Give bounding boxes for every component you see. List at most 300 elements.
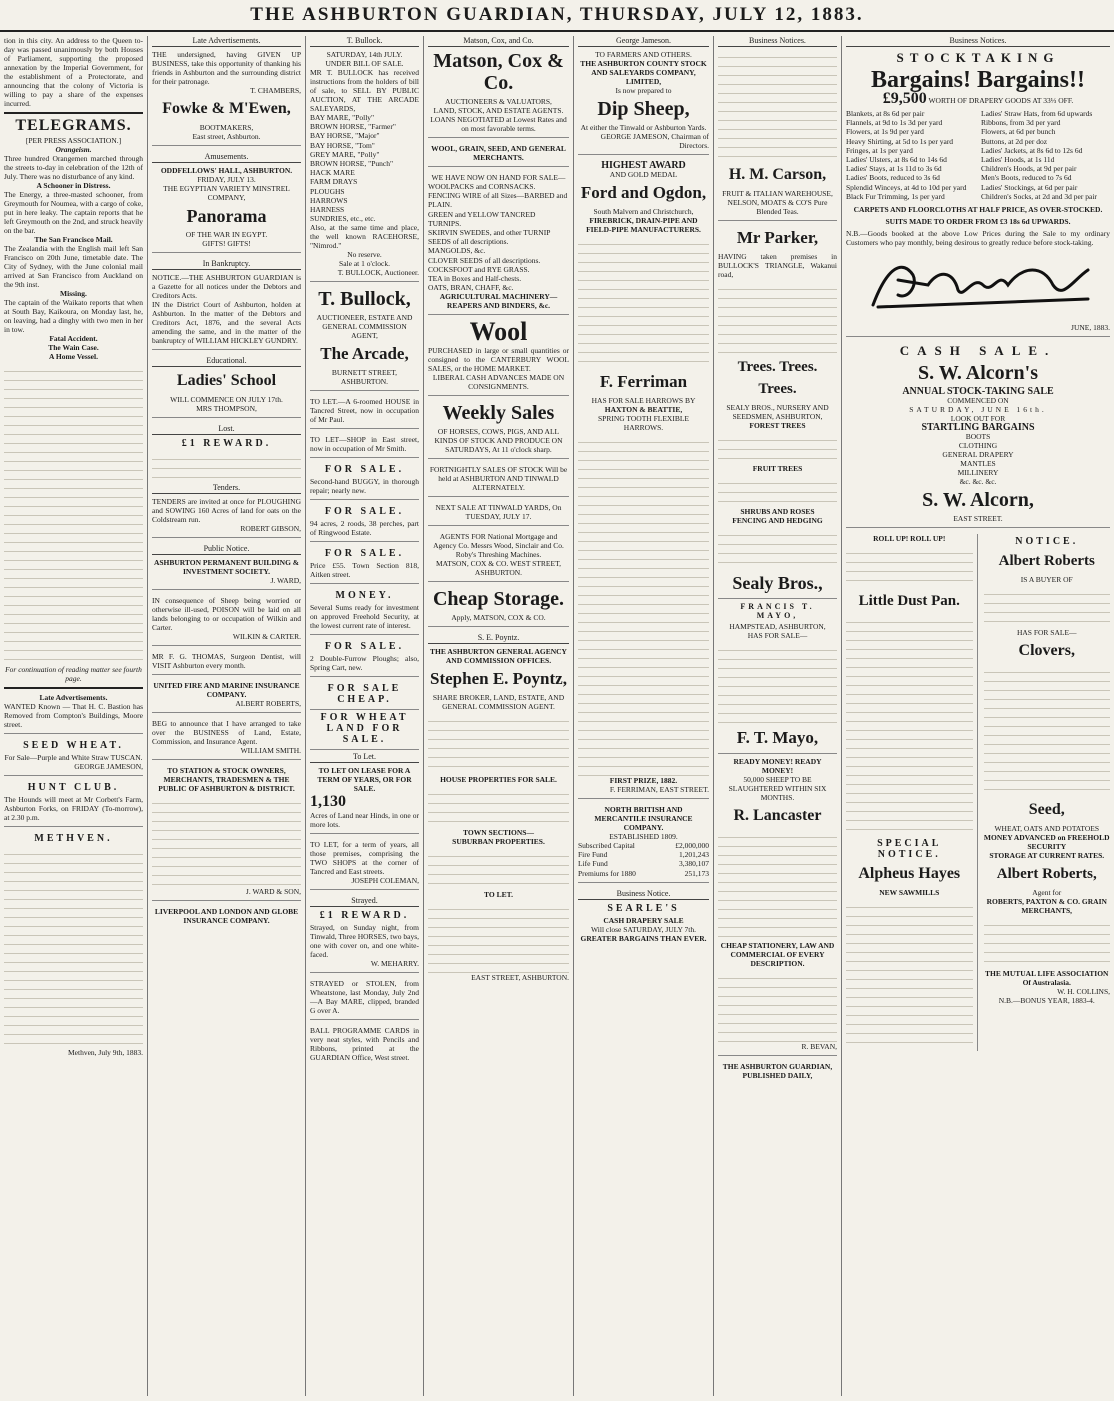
section-header: Tenders. bbox=[152, 483, 301, 494]
wheat-land: FOR WHEAT LAND FOR SALE. bbox=[310, 712, 419, 750]
section-header: Public Notice. bbox=[152, 544, 301, 555]
panorama-sub: OF THE WAR IN EGYPT. bbox=[185, 230, 268, 239]
section-header: Educational. bbox=[152, 356, 301, 367]
reserve: No reserve. bbox=[347, 250, 382, 260]
gifts: GIFTS! GIFTS! bbox=[152, 239, 301, 253]
under-bill: UNDER BILL OF SALE. bbox=[325, 59, 404, 68]
carpets: CARPETS AND FLOORCLOTHS AT HALF PRICE, AS OVER-STOCKED. bbox=[853, 205, 1103, 215]
price-list-item: Children's Socks, at 2d and 3d per pair bbox=[981, 191, 1097, 201]
horse-list-item: BROWN HORSE, "Farmer" bbox=[310, 122, 396, 132]
capital-value: 1,201,243 bbox=[679, 850, 709, 860]
county-company: THE ASHBURTON COUNTY STOCK AND SALEYARDS COMPANY, LIMITED, bbox=[580, 59, 707, 86]
to-let-shop: TO LET—SHOP in East street, now in occupation of Mr Smith. bbox=[310, 435, 419, 458]
sanfran-title: The San Francisco Mail. bbox=[34, 235, 113, 244]
price-list-item: Heavy Shirting, at 5d to 1s per yard bbox=[846, 136, 954, 146]
sawmills-text bbox=[846, 901, 973, 1051]
haxton: HAXTON & BEATTIE, bbox=[604, 405, 683, 414]
nelson-teas: NELSON, MOATS & CO'S Pure Blended Teas. bbox=[718, 198, 837, 221]
homevessel-title: A Home Vessel. bbox=[49, 352, 98, 361]
right-price-list bbox=[981, 109, 1110, 201]
on-hand: WE HAVE NOW ON HAND FOR SALE— bbox=[431, 173, 566, 182]
capital-value: 251,173 bbox=[684, 868, 709, 878]
hunt-club-body: The Hounds will meet at Mr Corbett's Farm, Ashburton Forks, on FRIDAY (To-morrow), at 2.30 p.m. bbox=[4, 795, 143, 827]
methven-date: Methven, July 9th, 1883. bbox=[68, 1048, 143, 1057]
reward-heading: £1 REWARD. bbox=[181, 438, 272, 449]
column-1 bbox=[0, 36, 148, 1396]
amount: £9,500 bbox=[882, 90, 927, 107]
methven-text bbox=[4, 848, 143, 1048]
albert-roberts: Albert Roberts bbox=[998, 553, 1095, 570]
mutual-life: THE MUTUAL LIFE ASSOCIATION Of Australasia. bbox=[985, 969, 1109, 988]
section-header: Amusements. bbox=[152, 152, 301, 163]
matson-sub2: LAND, STOCK, AND ESTATE AGENTS. bbox=[433, 106, 564, 115]
fencing-text bbox=[718, 529, 837, 569]
goods-list-item: GENERAL DRAPERY bbox=[942, 450, 1014, 460]
storage-rates: STORAGE AT CURRENT RATES. bbox=[989, 851, 1105, 861]
smith-signature: WILLIAM SMITH. bbox=[152, 746, 301, 760]
capital-row bbox=[578, 841, 709, 850]
column-7 bbox=[842, 36, 1114, 1396]
dentist-notice: MR F. G. THOMAS, Surgeon Dentist, will VISIT Ashburton every month. bbox=[152, 652, 301, 675]
price-list-item: Men's Boots, reduced to 7s 6d bbox=[981, 173, 1072, 183]
notice-text bbox=[718, 51, 837, 161]
ferriman-signature: F. FERRIMAN, EAST STREET. bbox=[578, 785, 709, 799]
missing-body: The captain of the Waikato reports that when at South Bay, Kaikoura, on Monday last, he, on leaving, had a dinghy with two men in her in tow. bbox=[4, 298, 143, 334]
matson-signature: MATSON, COX & CO. WEST STREET, ASHBURTON. bbox=[428, 559, 569, 582]
price-list-item: Ladies' Boots, reduced to 3s 6d bbox=[846, 173, 940, 183]
clovers: Clovers, bbox=[1018, 642, 1075, 660]
east-street: EAST STREET. bbox=[846, 514, 1110, 528]
general-agency: THE ASHBURTON GENERAL AGENCY AND COMMISSION OFFICES. bbox=[430, 647, 567, 666]
building-society-signature: J. WARD, bbox=[152, 576, 301, 590]
cheap-stationery: CHEAP STATIONERY, LAW AND COMMERCIAL OF EVERY DESCRIPTION. bbox=[720, 941, 835, 968]
first-prize: FIRST PRIZE, 1882. bbox=[609, 776, 678, 785]
capital-table bbox=[578, 841, 709, 883]
stock-list-item: MANGOLDS, &c. bbox=[428, 246, 486, 256]
ferriman-sub: HAS FOR SALE HARROWS BY bbox=[591, 396, 696, 405]
stock-list-item: SKIRVIN SWEDES, and other TURNIP SEEDS of all descriptions. bbox=[428, 228, 551, 247]
event-date: FRIDAY, JULY 13. bbox=[197, 175, 256, 184]
ferriman-heading: F. Ferriman bbox=[599, 372, 688, 391]
ladies-school-signature: MRS THOMPSON, bbox=[152, 404, 301, 418]
goods-list bbox=[846, 432, 1110, 486]
firebrick: FIREBRICK, DRAIN-PIPE AND FIELD-PIPE MANUFACTURERS. bbox=[586, 216, 701, 234]
section-header: S. E. Poyntz. bbox=[428, 633, 569, 644]
seed-wheat-heading: SEED WHEAT. bbox=[23, 740, 124, 751]
cheap-storage: Cheap Storage. bbox=[432, 588, 565, 611]
for-sale-cheap: FOR SALE CHEAP. bbox=[310, 683, 419, 710]
annual-sale: ANNUAL STOCK-TAKING SALE bbox=[902, 386, 1054, 398]
north-british: NORTH BRITISH AND MERCANTILE INSURANCE COMPANY. bbox=[594, 805, 693, 832]
seed-sub: WHEAT, OATS AND POTATOES bbox=[994, 824, 1100, 834]
price-list-item: Fringes, at 1s per yard bbox=[846, 145, 913, 155]
andrew-orr-signature bbox=[858, 255, 1098, 315]
mayo-heading: F. T. Mayo, bbox=[718, 727, 837, 754]
stock-list-item: TEA in Boxes and Half-chests. bbox=[428, 274, 522, 284]
divider bbox=[4, 687, 143, 689]
for-sale-2-body: 94 acres, 2 roods, 38 perches, part of Ringwood Estate. bbox=[310, 519, 419, 542]
goods-list-item: &c. &c. &c. bbox=[959, 477, 997, 487]
little-dust-pan: Little Dust Pan. bbox=[858, 593, 960, 610]
fowke-heading: Fowke & M'Ewen, bbox=[162, 100, 291, 117]
goods-list-item: BOOTS bbox=[965, 432, 991, 442]
horse-list-item: HARNESS bbox=[310, 205, 345, 215]
alcorn-heading: S. W. Alcorn's bbox=[917, 362, 1039, 385]
loans: LOANS NEGOTIATED at Lowest Rates and on most favorable terms. bbox=[428, 115, 569, 138]
horse-list-item: BAY HORSE, "Tom" bbox=[310, 140, 375, 150]
price-list-item: Ladies' Ulsters, at 8s 6d to 14s 6d bbox=[846, 155, 947, 165]
sealy-sub: SEALY BROS., NURSERY AND SEEDSMEN, ASHBURTON, bbox=[726, 403, 829, 421]
goods-list-item: MANTLES bbox=[960, 459, 996, 469]
next-sale: NEXT SALE AT TINWALD YARDS, On TUESDAY, JULY 17. bbox=[428, 503, 569, 526]
poyntz-sub: SHARE BROKER, LAND, ESTATE, AND GENERAL COMMISSION AGENT. bbox=[432, 693, 565, 712]
parker-text bbox=[718, 283, 837, 353]
suits: SUITS MADE TO ORDER FROM £3 18s 6d UPWARDS. bbox=[885, 217, 1071, 227]
price-list-item: Flannels, at 9d to 1s 3d per yard bbox=[846, 118, 943, 128]
continuation-note: For continuation of reading matter see fourth page. bbox=[5, 665, 142, 683]
trees-heading: Trees. Trees. Trees. bbox=[737, 359, 818, 397]
agents: AGENTS FOR National Mortgage and Agency Co. Messrs Wood, Sinclair and Co. Roby's Threshing Machines. bbox=[433, 532, 564, 560]
price-list-item: Flowers, at 6d per bunch bbox=[981, 127, 1056, 137]
reward-text bbox=[152, 453, 301, 483]
matson-heading: Matson, Cox & Co. bbox=[433, 50, 564, 94]
to-farmers: TO FARMERS AND OTHERS. bbox=[595, 50, 692, 59]
town-sections: TOWN SECTIONS— bbox=[463, 828, 534, 838]
ladies-school-sub: WILL COMMENCE ON JULY 17th. bbox=[170, 395, 283, 404]
matson-sub: AUCTIONEERS & VALUATORS, bbox=[445, 97, 552, 106]
horse-list-item: HACK MARE bbox=[310, 168, 355, 178]
jameson-signature: GEORGE JAMESON, Chairman of Directors. bbox=[578, 132, 709, 155]
bottom-split bbox=[846, 534, 1110, 1051]
seed-wheat-signature: GEORGE JAMESON, bbox=[4, 762, 143, 776]
sale-date: SATURDAY, 14th JULY. bbox=[326, 50, 403, 59]
sanfran-body: The Zealandia with the English mail left San Francisco on 20th June, timetable date. The City of Sydney, with the June colonial mail arrived at San Francisco from Auckland on the 9th inst. bbox=[4, 244, 143, 289]
wool-grain: WOOL, GRAIN, SEED, AND GENERAL MERCHANTS. bbox=[428, 144, 569, 167]
roberts-text bbox=[984, 919, 1111, 969]
seed-wheat-sub: For Sale—Purple and White Straw TUSCAN. bbox=[4, 753, 143, 762]
strayed-2: STRAYED or STOLEN, from Wheatstone, last Monday, July 2nd—A Bay MARE, clipped, branded G over A. bbox=[310, 979, 419, 1020]
united-signature: ALBERT ROBERTS, bbox=[152, 699, 301, 713]
price-list-item: Ribbons, from 3d per yard bbox=[981, 118, 1061, 128]
oddfellows-hall: ODDFELLOWS' HALL, ASHBURTON. bbox=[160, 166, 293, 175]
for-sale-4: FOR SALE. bbox=[324, 641, 405, 653]
bonus-year: N.B.—BONUS YEAR, 1883-4. bbox=[998, 996, 1095, 1006]
liberal-advances: LIBERAL CASH ADVANCES MADE ON CONSIGNMENTS. bbox=[428, 373, 569, 396]
alpheus-hayes: Alpheus Hayes bbox=[858, 865, 961, 883]
bullock-heading: T. Bullock, bbox=[318, 288, 411, 311]
united-insurance: UNITED FIRE AND MARINE INSURANCE COMPANY. bbox=[153, 681, 300, 699]
will-close: Will close SATURDAY, JULY 7th. bbox=[591, 924, 696, 934]
money-body: Several Sums ready for investment on approved Freehold Security, at the lowest current rate of interest. bbox=[310, 603, 419, 635]
section-header: Business Notices. bbox=[718, 36, 837, 47]
fruit-text bbox=[718, 477, 837, 507]
methven-heading: METHVEN. bbox=[34, 833, 113, 844]
stock-owners-text bbox=[152, 797, 301, 887]
stock-owners-notice: TO STATION & STOCK OWNERS, MERCHANTS, TRADESMEN & THE PUBLIC OF ASHBURTON & DISTRICT. bbox=[158, 766, 295, 793]
telegrams-subheading: [PER PRESS ASSOCIATION.] bbox=[25, 136, 122, 145]
startling: STARTLING BARGAINS bbox=[921, 422, 1035, 434]
lancaster-heading: R. Lancaster bbox=[733, 807, 822, 824]
article-text-block bbox=[4, 365, 143, 665]
bevan-signature: R. BEVAN, bbox=[718, 1042, 837, 1056]
ford-text bbox=[578, 238, 709, 368]
suburban: SUBURBAN PROPERTIES. bbox=[452, 837, 545, 847]
section-header: In Bankruptcy. bbox=[152, 259, 301, 270]
cash-sale: CASH SALE. bbox=[899, 343, 1057, 359]
nimrod: Also, at the same time and place, the well known RACEHORSE, "Nimrod." bbox=[310, 223, 419, 251]
amount-line bbox=[846, 90, 1110, 107]
capital-row bbox=[578, 869, 709, 878]
strayed-body: Strayed, on Sunday night, from Tinwald, Three HORSES, two bays, one with cover on, and one white-faced. bbox=[310, 923, 419, 960]
horse-list-item: GREY MARE, "Polly" bbox=[310, 149, 380, 159]
tolet-text bbox=[428, 903, 569, 973]
forest-trees: FOREST TREES bbox=[749, 421, 806, 430]
price-list-item: Splendid Winceys, at 4d to 10d per yard bbox=[846, 182, 967, 192]
capital-value: 3,380,107 bbox=[679, 859, 709, 869]
weekly-sub: OF HORSES, COWS, PIGS, AND ALL KINDS OF STOCK AND PRODUCE ON SATURDAYS, At 11 o'clock sharp. bbox=[428, 427, 569, 459]
telegrams-heading: TELEGRAMS. bbox=[15, 117, 132, 134]
for-sale-1: FOR SALE. bbox=[324, 464, 405, 476]
building-society: ASHBURTON PERMANENT BUILDING & INVESTMENT SOCIETY. bbox=[153, 558, 300, 576]
alcorn-signature: S. W. Alcorn, bbox=[922, 489, 1034, 512]
albert-roberts-2: Albert Roberts, bbox=[996, 866, 1097, 883]
has-sale: HAS FOR SALE— bbox=[747, 631, 808, 640]
section-header: Lost. bbox=[152, 424, 301, 435]
searle: SEARLE'S bbox=[607, 902, 680, 914]
column-3 bbox=[306, 36, 424, 1396]
clovers-text bbox=[984, 666, 1111, 796]
gold-medal: AND GOLD MEDAL bbox=[609, 170, 678, 179]
bullock-sub: AUCTIONEER, ESTATE AND GENERAL COMMISSION AGENT, bbox=[316, 313, 413, 341]
price-list-item: Ladies' Stays, at 1s 11d to 3s 6d bbox=[846, 164, 942, 174]
section-header: George Jameson. bbox=[578, 36, 709, 47]
hunt-club-heading: HUNT CLUB. bbox=[27, 782, 120, 793]
has-for-sale: HAS FOR SALE— bbox=[1016, 628, 1077, 638]
for-sale-3-body: Price £55. Town Section 818, Aitken street. bbox=[310, 561, 419, 584]
wanted-ad: WANTED Known — That H. C. Bastion has Removed from Compton's Buildings, Moore street. bbox=[4, 702, 143, 734]
goods-list-item: MILLINERY bbox=[957, 468, 999, 478]
fatal-title: Fatal Accident. bbox=[49, 334, 98, 343]
section-header: To Let. bbox=[310, 752, 419, 763]
column-4 bbox=[424, 36, 574, 1396]
collins: W. H. COLLINS, bbox=[1057, 987, 1110, 997]
wilkin-signature: WILKIN & CARTER. bbox=[152, 632, 301, 646]
ward-son-signature: J. WARD & SON, bbox=[152, 887, 301, 901]
parker-sub: HAVING taken premises in BULLOCK'S TRIANGLE, Wakanui road, bbox=[718, 252, 837, 279]
suburban-text bbox=[428, 850, 569, 890]
smith-notice: BEG to announce that I have arranged to take over the BUSINESS of Land, Estate, Commission, and Insurance Agent. bbox=[152, 719, 301, 746]
capital-label: Fire Fund bbox=[578, 850, 608, 860]
nb-notice: N.B.—Goods booked at the above Low Prices during the Sale to my ordinary Customers who pay monthly, being desirous to greatly reduce before stock-taking. bbox=[846, 229, 1110, 248]
bottom-left bbox=[846, 534, 978, 1051]
section-header: Strayed. bbox=[310, 896, 419, 907]
money-heading: MONEY. bbox=[335, 590, 394, 602]
stock-list-item: CLOVER SEEDS of all descriptions. bbox=[428, 255, 541, 265]
stock-list-item: WOOLPACKS and CORNSACKS. bbox=[428, 182, 536, 191]
is-a-buyer: IS A BUYER OF bbox=[1020, 575, 1073, 585]
capital-label: Life Fund bbox=[578, 859, 608, 869]
section-header: Business Notices. bbox=[846, 36, 1110, 47]
arcade-heading: The Arcade, bbox=[320, 344, 409, 364]
stock-list-item: OATS, BRAN, CHAFF, &c. bbox=[428, 283, 514, 293]
horse-list bbox=[310, 113, 419, 223]
fruit-trees: FRUIT TREES bbox=[752, 464, 803, 473]
house-properties: HOUSE PROPERTIES FOR SALE. bbox=[440, 775, 557, 785]
commenced: COMMENCED ON bbox=[947, 396, 1009, 406]
mayo-text bbox=[718, 644, 837, 724]
horse-list-item: BAY HORSE, "Major" bbox=[310, 131, 380, 141]
for-sale-1-body: Second-hand BUGGY, in thorough repair; nearly new. bbox=[310, 477, 419, 500]
stock-list-item: FENCING WIRE of all Sizes—BARBED and PLAIN. bbox=[428, 191, 568, 210]
divider bbox=[4, 112, 143, 114]
price-list-item: Ladies' Hoods, at 1s 11d bbox=[981, 155, 1055, 165]
meharry-signature: W. MEHARRY. bbox=[310, 959, 419, 973]
mayo-top: FRANCIS T. MAYO, bbox=[740, 602, 815, 620]
cash-drapery: CASH DRAPERY SALE bbox=[603, 915, 684, 925]
tenders-signature: ROBERT GIBSON, bbox=[152, 524, 301, 538]
sheep-poison-notice: IN consequence of Sheep being worried or otherwise ill-used, POISON will be laid on all lands belonging to or occupation of Wilkin and Carter. bbox=[152, 596, 301, 632]
horse-list-item: BAY MARE, "Polly" bbox=[310, 113, 375, 122]
acres-body: Acres of Land near Hinds, in one or more lots. bbox=[310, 811, 419, 834]
price-list-item: Ladies' Jackets, at 8s 6d to 12s 6d bbox=[981, 145, 1083, 155]
sealy-heading: Sealy Bros., bbox=[718, 572, 837, 599]
greater-bargains: GREATER BARGAINS THAN EVER. bbox=[580, 933, 707, 943]
bargains: Bargains! Bargains!! bbox=[870, 67, 1085, 93]
schooner-title: A Schooner in Distress. bbox=[36, 181, 111, 190]
poyntz-heading: Stephen E. Poyntz, bbox=[430, 669, 567, 689]
lease-heading: TO LET ON LEASE FOR A TERM OF YEARS, OR FOR SALE. bbox=[317, 766, 412, 794]
agent-for: Agent for bbox=[1032, 888, 1062, 898]
yards: At either the Tinwald or Ashburton Yards. bbox=[580, 123, 707, 132]
fortnightly: FORTNIGHTLY SALES OF STOCK Will be held at ASHBURTON AND TINWALD ALTERNATELY. bbox=[428, 465, 569, 497]
carson-sub: FRUIT & ITALIAN WAREHOUSE, bbox=[722, 189, 833, 198]
capital-label: Premiums for 1880 bbox=[578, 868, 636, 878]
house-text bbox=[428, 788, 569, 828]
money-advanced: MONEY ADVANCED on FREEHOLD SECURITY bbox=[983, 833, 1110, 852]
agri-machinery: AGRICULTURAL MACHINERY—REAPERS AND BINDERS, &c. bbox=[428, 292, 569, 315]
fencing-hedging: FENCING AND HEDGING bbox=[732, 516, 823, 525]
section-header: T. Bullock. bbox=[310, 36, 419, 47]
price-list-item: Flowers, at 1s 9d per yard bbox=[846, 127, 924, 137]
price-list-item: Buttons, at 2d per doz bbox=[981, 136, 1048, 146]
masthead-title: THE ASHBURTON GUARDIAN, THURSDAY, JULY 12, 1883. bbox=[250, 4, 864, 25]
stock-list bbox=[428, 182, 569, 292]
price-list-item: Blankets, at 8s 6d per pair bbox=[846, 109, 925, 118]
dip-sheep: Dip Sheep, bbox=[597, 98, 690, 120]
dustpan-text bbox=[846, 616, 973, 836]
fowke-address: East street, Ashburton. bbox=[152, 132, 301, 146]
new-sawmills: NEW SAWMILLS bbox=[879, 888, 940, 898]
wool-heading: Wool bbox=[469, 317, 528, 347]
lancaster-text bbox=[718, 831, 837, 941]
horse-list-item: BROWN HORSE, "Punch" bbox=[310, 159, 394, 169]
spring-harrows: SPRING TOOTH FLEXIBLE HARROWS. bbox=[598, 414, 689, 432]
price-list-item: Ladies' Straw Hats, from 6d upwards bbox=[981, 109, 1093, 118]
panorama-heading: Panorama bbox=[186, 206, 267, 226]
roll-up: ROLL UP! ROLL UP! bbox=[873, 534, 946, 544]
orangeism-body: Three hundred Orangemen marched through the streets to-day in celebration of the 12th of July. There was no disturbance of any kind. bbox=[4, 154, 143, 181]
tenders-body: TENDERS are invited at once for PLOUGHING and SOWING 160 Acres of land for oats on the Coldstream run. bbox=[152, 497, 301, 524]
capital-label: Subscribed Capital bbox=[578, 841, 635, 850]
guardian-daily: THE ASHBURTON GUARDIAN, PUBLISHED DAILY, bbox=[722, 1062, 833, 1080]
reward-2: £1 REWARD. bbox=[319, 910, 410, 922]
schooner-body: The Energy, a three-masted schooner, from Greymouth for Noumea, with a cargo of coke, put in here leaky. The captain reports that he left Greymouth on the 2nd, and struck heavily on the bar. bbox=[4, 190, 143, 235]
sale-time: Sale at 1 o'clock. bbox=[339, 259, 390, 269]
wool-body: PURCHASED in large or small quantities or consigned to the CANTERBURY WOOL SALES, or the HOME MARKET. bbox=[428, 346, 569, 374]
look-out: LOOK OUT FOR bbox=[950, 414, 1006, 424]
stocktaking: STOCKTAKING bbox=[896, 50, 1060, 65]
roberts-paxton: ROBERTS, PAXTON & CO. GRAIN MERCHANTS, bbox=[986, 897, 1107, 916]
seed: Seed, bbox=[1028, 801, 1065, 819]
hampstead: HAMPSTEAD, ASHBURTON, bbox=[729, 622, 826, 631]
late-ads-heading: Late Advertisements. bbox=[39, 693, 108, 702]
column-2 bbox=[148, 36, 306, 1396]
june: JUNE, 1883. bbox=[846, 323, 1110, 337]
ford-ogdon: Ford and Ogdon, bbox=[580, 183, 707, 202]
sheep-50000: 50,000 SHEEP TO BE SLAUGHTERED WITHIN SIX MONTHS. bbox=[728, 775, 827, 802]
stationery-text bbox=[718, 972, 837, 1042]
capital-row bbox=[578, 850, 709, 859]
carson-heading: H. M. Carson, bbox=[728, 166, 827, 183]
to-let-shops: TO LET, for a term of years, all those premises, comprising the TWO SHOPS at the corner of Tancred and East streets. bbox=[310, 840, 419, 877]
roll-up-text bbox=[846, 547, 973, 587]
bottom-right bbox=[984, 534, 1111, 1051]
horse-list-item: PLOUGHS bbox=[310, 186, 345, 196]
wain-title: The Wain Case. bbox=[48, 343, 99, 352]
section-header: Matson, Cox, and Co. bbox=[428, 36, 569, 47]
price-lists bbox=[846, 109, 1110, 201]
established: ESTABLISHED 1809. bbox=[609, 832, 678, 841]
horse-list-item: FARM DRAYS bbox=[310, 177, 358, 187]
column-5 bbox=[574, 36, 714, 1396]
horse-list-item: HARROWS bbox=[310, 195, 348, 205]
weekly-sales: Weekly Sales bbox=[442, 402, 555, 425]
stock-list-item: COCKSFOOT and RYE GRASS. bbox=[428, 264, 530, 274]
left-price-list bbox=[846, 109, 975, 201]
egyptian-company: THE EGYPTIAN VARIETY MINSTREL COMPANY, bbox=[163, 184, 290, 202]
buyer-text bbox=[984, 588, 1111, 628]
chambers-signature: T. CHAMBERS, bbox=[250, 86, 301, 95]
price-list-item: Children's Hoods, at 9d per pair bbox=[981, 164, 1077, 174]
fowke-sub: BOOTMAKERS, bbox=[199, 123, 254, 132]
amount-sub: WORTH OF DRAPERY GOODS AT 33⅓ OFF. bbox=[928, 96, 1074, 105]
price-list-item: Black Fur Trimming, 1s per yard bbox=[846, 191, 945, 201]
for-sale-4-body: 2 Double-Furrow Ploughs; also, Spring Cart, new. bbox=[310, 654, 419, 677]
saturday: SATURDAY, JUNE 16th. bbox=[909, 405, 1047, 415]
for-sale-2: FOR SALE. bbox=[324, 506, 405, 518]
section-header: Business Notice. bbox=[578, 889, 709, 900]
bullock-body: MR T. BULLOCK has received instructions from the holders of bill of sale, to SELL BY PUBLIC AUCTION, AT THE ARCADE SALEYARDS, bbox=[310, 68, 419, 113]
coleman-signature: JOSEPH COLEMAN, bbox=[310, 876, 419, 890]
missing-title: Missing. bbox=[60, 289, 87, 298]
shrubs-roses: SHRUBS AND ROSES bbox=[740, 507, 815, 516]
goods-list-item: CLOTHING bbox=[958, 441, 998, 451]
ladies-school-heading: Ladies' School bbox=[176, 372, 277, 389]
intro-text: tion in this city. An address to the Queen to-day was passed unanimously by both Houses of Parliament, supporting the proposed annexation by the Imperial Government, for the establishment of a Protectorate, and announcing that the colony of Victoria is willing to pay a share of the expenses incurred. bbox=[4, 36, 143, 108]
parker-heading: Mr Parker, bbox=[736, 228, 819, 247]
prize-list bbox=[578, 436, 709, 776]
column-6 bbox=[714, 36, 842, 1396]
price-list-item: Ladies' Stockings, at 6d per pair bbox=[981, 182, 1078, 192]
section-header: Late Advertisements. bbox=[152, 36, 301, 47]
to-let-house: TO LET.—A 6-roomed HOUSE in Tancred Street, now in occupation of Mr Paul. bbox=[310, 397, 419, 429]
capital-row bbox=[578, 859, 709, 868]
arcade-sub: BURNETT STREET, ASHBURTON. bbox=[310, 368, 419, 391]
to-let-2: TO LET. bbox=[484, 890, 513, 900]
auctioneer-signature: T. BULLOCK, Auctioneer. bbox=[310, 268, 419, 282]
stock-list-item: GREEN and YELLOW TANCRED TURNIPS. bbox=[428, 209, 536, 228]
bankruptcy-notice: NOTICE.—THE ASHBURTON GUARDIAN is a Gazette for all notices under the Debtors and Creditors Acts. bbox=[152, 273, 301, 300]
